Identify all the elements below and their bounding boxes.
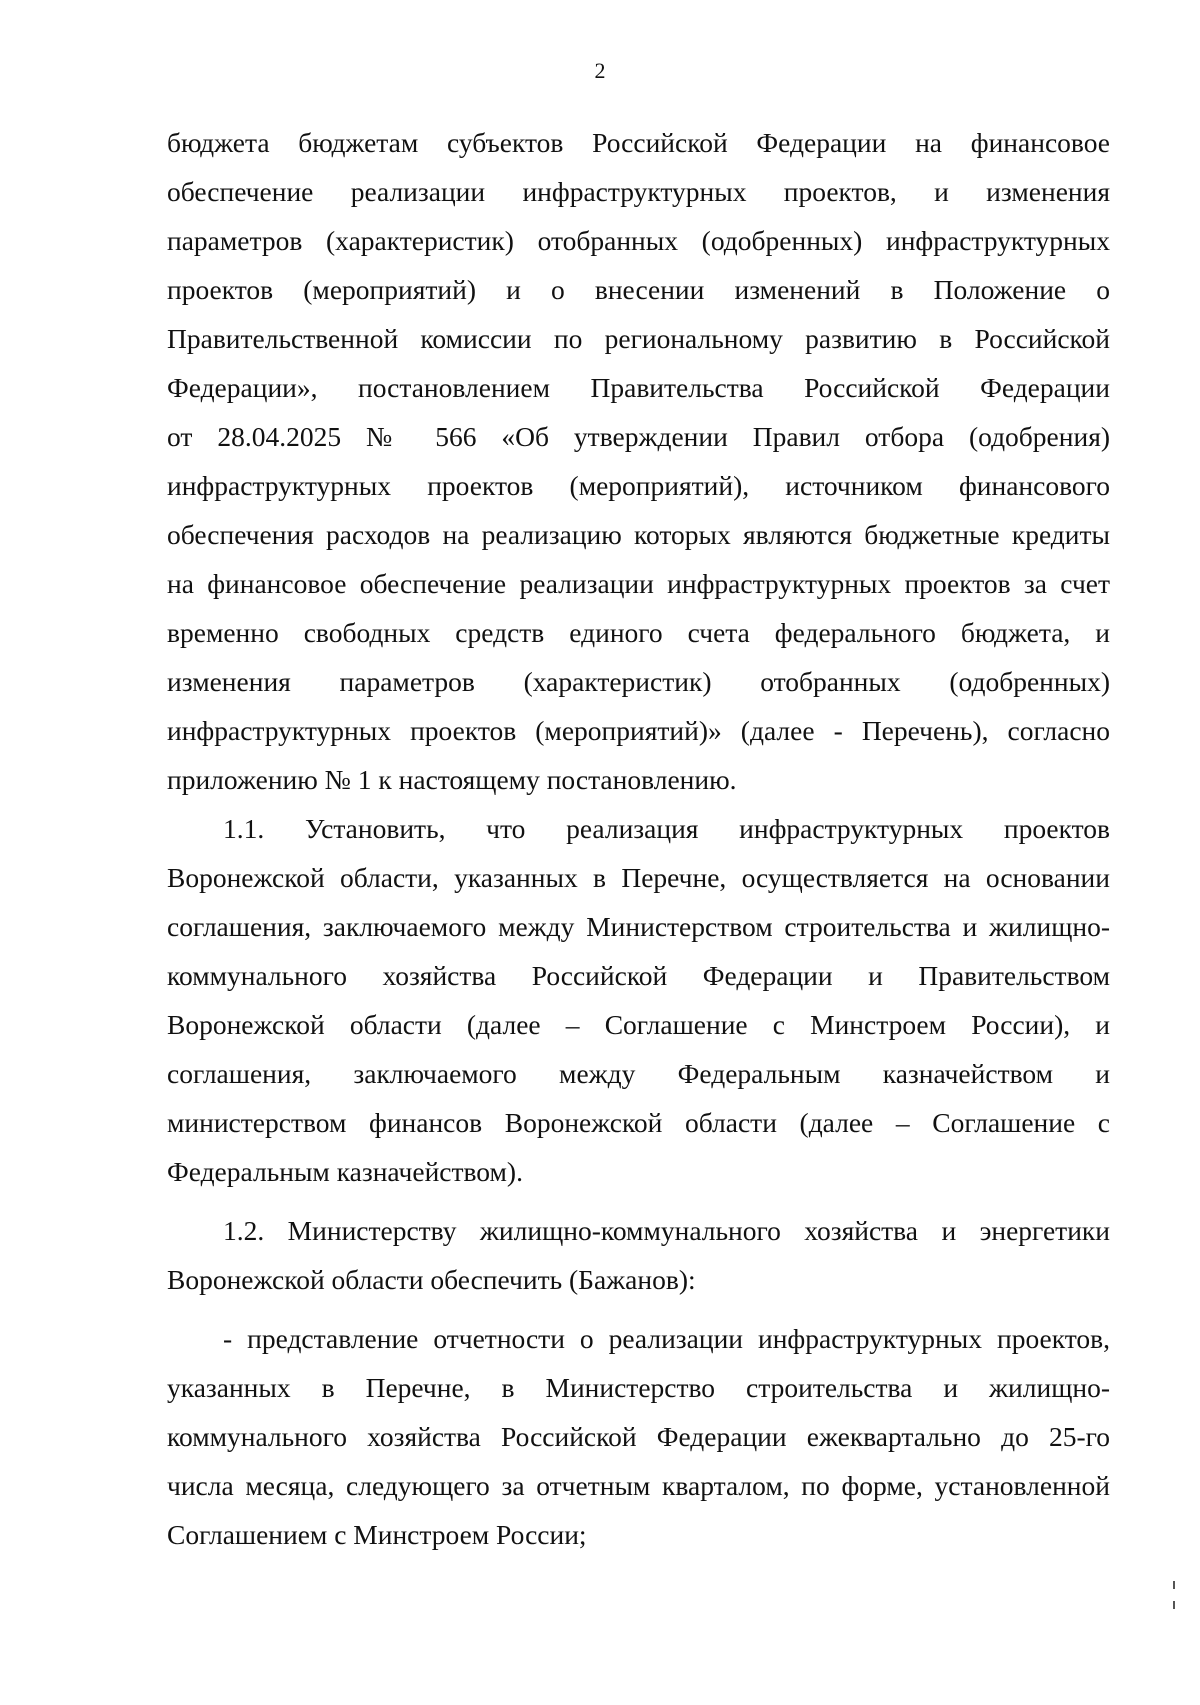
page-number: 2 [594, 58, 606, 83]
text-line: изменения параметров (характеристик) отобранных (одобренных) [167, 666, 1110, 697]
text-line: Федерации», постановлением Правительства Российской Федерации [167, 372, 1110, 403]
text-line: министерством финансов Воронежской области (далее – Соглашение с [167, 1107, 1110, 1138]
text-line: Воронежской области (далее – Соглашение с Минстроем России), и [167, 1009, 1110, 1040]
paragraph-bullet-reporting [167, 1314, 1110, 1559]
text-line: соглашения, заключаемого между Федеральным казначейством и [167, 1058, 1110, 1089]
paragraph-clause-1-2 [167, 1206, 1110, 1304]
text-line: числа месяца, следующего за отчетным кварталом, по форме, установленной [167, 1470, 1110, 1501]
paragraph-continuation [167, 118, 1110, 804]
text-line: на финансовое обеспечение реализации инфраструктурных проектов за счет [167, 568, 1110, 599]
text-line: 1.2. Министерству жилищно-коммунального хозяйства и энергетики [223, 1215, 1110, 1246]
text-line: Правительственной комиссии по региональному развитию в Российской [167, 323, 1110, 354]
document-body [167, 118, 1110, 1559]
text-line: бюджета бюджетам субъектов Российской Федерации на финансовое [167, 127, 1110, 158]
text-line: обеспечения расходов на реализацию которых являются бюджетные кредиты [167, 519, 1110, 550]
text-line: приложению № 1 к настоящему постановлению. [167, 764, 737, 795]
text-line: соглашения, заключаемого между Министерством строительства и жилищно- [167, 911, 1110, 942]
text-line: инфраструктурных проектов (мероприятий), источником финансового [167, 470, 1110, 501]
text-line: временно свободных средств единого счета федерального бюджета, и [167, 617, 1110, 648]
text-line: Федеральным казначейством). [167, 1156, 523, 1187]
text-line: указанных в Перечне, в Министерство строительства и жилищно- [167, 1372, 1110, 1403]
paragraph-clause-1-1 [167, 804, 1110, 1196]
text-line: - представление отчетности о реализации инфраструктурных проектов, [223, 1323, 1110, 1354]
scan-margin-mark [1173, 1601, 1175, 1609]
text-line: Воронежской области, указанных в Перечне, осуществляется на основании [167, 862, 1110, 893]
text-line: проектов (мероприятий) и о внесении изменений в Положение о [167, 274, 1110, 305]
text-line: коммунального хозяйства Российской Федерации ежеквартально до 25-го [167, 1421, 1110, 1452]
text-line: от 28.04.2025 № 566 «Об утверждении Правил отбора (одобрения) [167, 421, 1110, 452]
text-line: 1.1. Установить, что реализация инфраструктурных проектов [223, 813, 1110, 844]
text-line: инфраструктурных проектов (мероприятий)» (далее - Перечень), согласно [167, 715, 1110, 746]
text-line: параметров (характеристик) отобранных (одобренных) инфраструктурных [167, 225, 1110, 256]
text-line: Соглашением с Минстроем России; [167, 1519, 587, 1550]
scan-margin-mark [1173, 1581, 1175, 1589]
text-line: Воронежской области обеспечить (Бажанов): [167, 1264, 696, 1295]
text-line: обеспечение реализации инфраструктурных проектов, и изменения [167, 176, 1110, 207]
text-line: коммунального хозяйства Российской Федерации и Правительством [167, 960, 1110, 991]
